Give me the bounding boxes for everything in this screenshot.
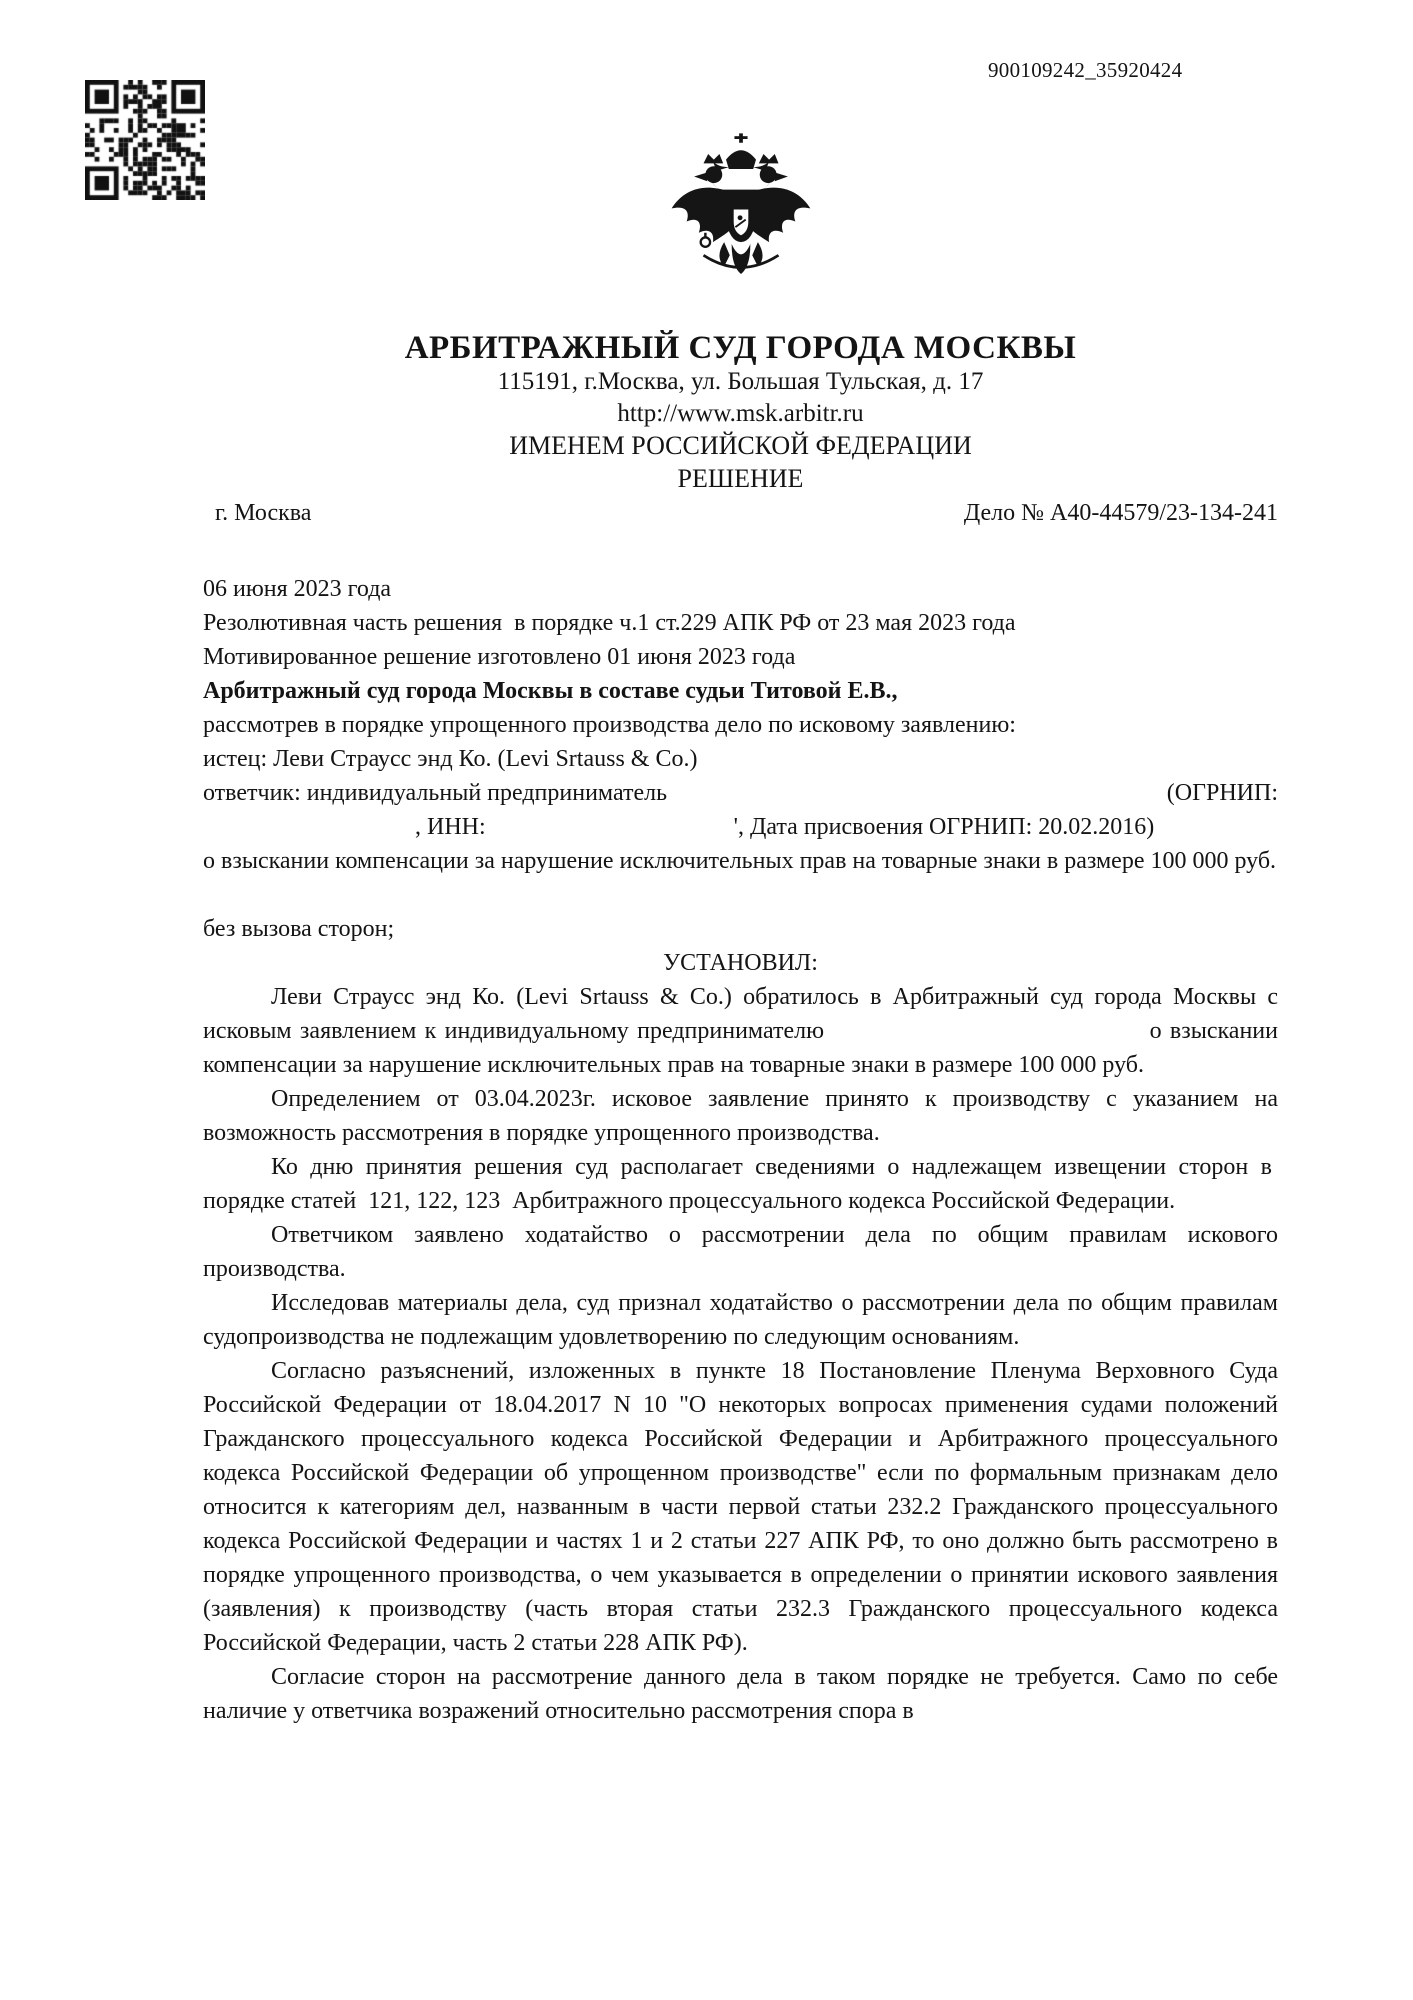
case-row	[203, 496, 1278, 530]
no-summons-line: без вызова сторон;	[203, 916, 395, 942]
ogrnip-open-paren: (ОГРНИП:	[1166, 780, 1278, 806]
qr-code-icon	[85, 80, 205, 200]
inn-label: , ИНН:	[415, 814, 486, 840]
decision-title: РЕШЕНИЕ	[677, 464, 804, 493]
motivated-decision-line: Мотивированное решение изготовлено 01 июня 2023 года	[203, 644, 796, 670]
established-heading: УСТАНОВИЛ:	[663, 950, 818, 976]
resolutive-part-line: Резолютивная часть решения в порядке ч.1 ст.229 АПК РФ от 23 мая 2023 года	[203, 610, 1016, 636]
defendant-label: ответчик: индивидуальный предприниматель	[203, 780, 668, 806]
inn-line	[203, 810, 1278, 844]
decision-body	[203, 572, 1278, 1728]
paragraph-list	[203, 980, 1278, 1728]
considered-line: рассмотрев в порядке упрощенного производства дело по исковому заявлению:	[203, 712, 1016, 738]
body-paragraph: Леви Страусс энд Ко. (Levi Srtauss & Co.) обратилось в Арбитражный суд города Москвы с исковым заявлением к индивидуальному предпринимателю о взыскании компенсации за нарушение исключительных прав на товарные знаки в размере 100 000 руб.	[203, 984, 1278, 1078]
document-content	[203, 0, 1278, 1728]
ogrnip-date: ', Дата присвоения ОГРНИП: 20.02.2016)	[733, 814, 1155, 840]
document-id: 900109242_35920424	[988, 58, 1183, 82]
date-line: 06 июня 2023 года	[203, 576, 392, 602]
city-label: г. Москва	[215, 500, 312, 526]
in-the-name-line: ИМЕНЕМ РОССИЙСКОЙ ФЕДЕРАЦИИ	[509, 431, 972, 460]
defendant-line	[203, 776, 1278, 810]
body-paragraph: Согласие сторон на рассмотрение данного дела в таком порядке не требуется. Само по себе наличие у ответчика возражений относительно рассмотрения спора в	[203, 1664, 1278, 1724]
court-address: 115191, г.Москва, ул. Большая Тульская, д. 17	[497, 368, 984, 395]
body-paragraph: Исследовав материалы дела, суд признал ходатайство о рассмотрении дела по общим правилам судопроизводства не подлежащим удовлетворению по следующим основаниям.	[203, 1290, 1278, 1350]
court-composition-line: Арбитражный суд города Москвы в составе судьи Титовой Е.В.,	[203, 678, 898, 704]
case-number: Дело № А40-44579/23-134-241	[963, 500, 1278, 526]
court-website: http://www.msk.arbitr.ru	[617, 400, 864, 427]
body-paragraph: Определением от 03.04.2023г. исковое заявление принято к производству с указанием на возможность рассмотрения в порядке упрощенного производства.	[203, 1086, 1278, 1146]
body-paragraph: Ко дню принятия решения суд располагает сведениями о надлежащем извещении сторон в порядке статей 121, 122, 123 Арбитражного процессуального кодекса Российской Федерации.	[203, 1154, 1278, 1214]
body-paragraph: Ответчиком заявлено ходатайство о рассмотрении дела по общим правилам искового производства.	[203, 1222, 1278, 1282]
court-name: АРБИТРАЖНЫЙ СУД ГОРОДА МОСКВЫ	[404, 330, 1077, 366]
plaintiff-line: истец: Леви Страусс энд Ко. (Levi Srtauss & Co.)	[203, 746, 698, 772]
claim-paragraph: о взыскании компенсации за нарушение исключительных прав на товарные знаки в размере 100 000 руб.	[203, 848, 1277, 874]
russia-coat-of-arms-icon	[666, 128, 816, 300]
body-paragraph: Согласно разъяснений, изложенных в пункте 18 Постановление Пленума Верховного Суда Российской Федерации от 18.04.2017 N 10 "О некоторых вопросах применения судами положений Гражданского процессуального кодекса Российской Федерации и Арбитражного процессуального кодекса Российской Федерации об упрощенном производстве" если по формальным признакам дело относится к категориям дел, названным в части первой статьи 232.2 Гражданского процессуального кодекса Российской Федерации и частях 1 и 2 статьи 227 АПК РФ, то оно должно быть рассмотрено в порядке упрощенного производства, о чем указывается в определении о принятии искового заявления (заявления) к производству (часть вторая статьи 232.3 Гражданского процессуального кодекса Российской Федерации, часть 2 статьи 228 АПК РФ).	[203, 1358, 1278, 1656]
